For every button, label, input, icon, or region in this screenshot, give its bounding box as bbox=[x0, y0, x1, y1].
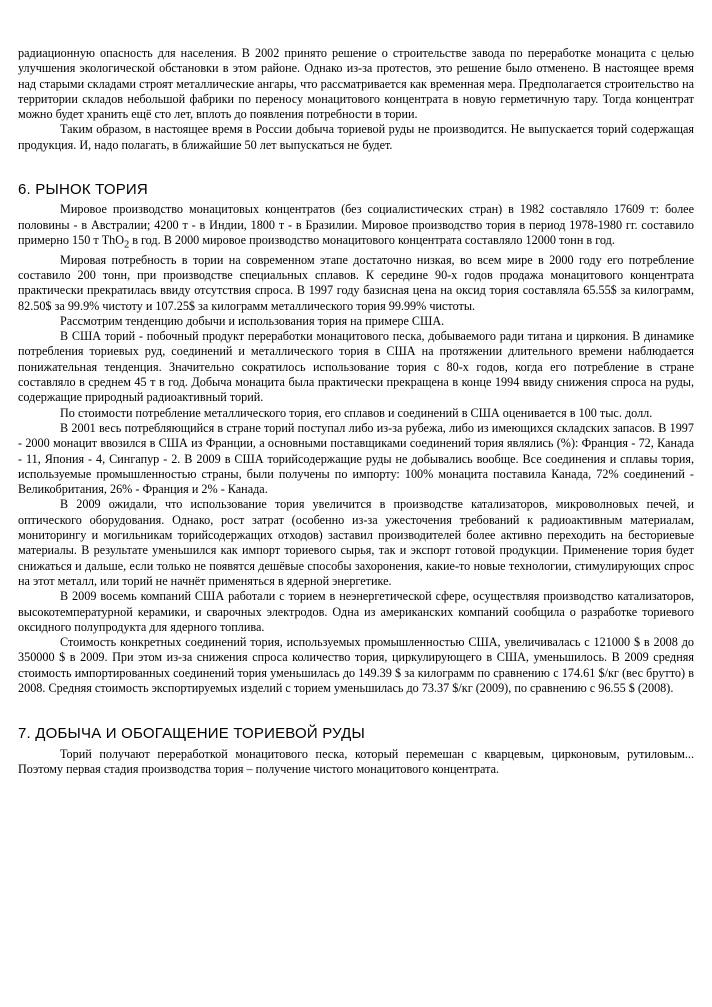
section-6-paragraph-4: В США торий - побочный продукт переработки монацитового песка, добываемого ради титана и циркония. В динамике потребления ториевых руд, соединений и металлического тория в США на протяжении длительного времени наблюдается понижательная тенденция. Значительно сократилось использование тория с 80-х годов, когда его потребление в стране составляло в среднем 45 т в год. Добыча монацита была практически прекращена в конце 1994 ввиду снижения спроса на руды, содержащие природный радиоактивный торий. bbox=[18, 329, 694, 405]
intro-paragraph-1: радиационную опасность для населения. В 2002 принято решение о строительстве завода по переработке монацита с целью улучшения экологической обстановки в этом районе. Однако из-за протестов, это решение было отменено. В настоящее время над старыми складами строят металлические ангары, что рассматривается как временная мера. Предполагается строительство на территории складов небольшой фабрики по переносу монацитового концентрата в новую герметичную тару. Тогда концентрат можно будет хранить ещё сто лет, вплоть до появления потребности в тории. bbox=[18, 46, 694, 122]
intro-paragraph-2: Таким образом, в настоящее время в России добыча ториевой руды не производится. Не выпускается торий содержащая продукция. И, надо полагать, в ближайшие 50 лет выпускаться не будет. bbox=[18, 122, 694, 152]
subscript: 2 bbox=[124, 239, 130, 251]
section-6-paragraph-5: По стоимости потребление металлического тория, его сплавов и соединений в США оценивается в 100 тыс. долл. bbox=[60, 405, 653, 420]
paragraph-text: в год. В 2000 мировое производство монацитового концентрата составляло 12000 тонн в год. bbox=[129, 232, 615, 247]
section-6-paragraph-2: Мировая потребность в тории на современном этапе достаточно низкая, во всем мире в 2000 году его потребление составило 200 тонн, при производстве специальных сплавов. К середине 90-х годов продажа монацитового концентрата практически прекратилась ввиду отсутствия спроса. В 1997 году базисная цена на оксид тория составляла 65.55$ за килограмм, 82.50$ за 99.9% чистоту и 107.25$ за килограмм металлического тория 99.99% чистоты. bbox=[18, 252, 694, 313]
section-6-paragraph-1 bbox=[18, 202, 694, 252]
section-6-heading: 6. РЫНОК ТОРИЯ bbox=[18, 181, 148, 199]
paragraph-text: Мировое производство монацитовых концентратов (без социалистических стран) в 1982 составляло 17609 т: более половины - в Австралии; 4200 т - в Индии, 1800 т - в Бразилии. Мировое производство тория в период 1978-1980 гг. составило примерно 150 т ThO bbox=[18, 202, 694, 247]
section-6-paragraph-7: В 2009 ожидали, что использование тория увеличится в производстве катализаторов, микроволновых печей, и оптического оборудования. Однако, рост затрат (особенно из-за ужесточения требований к радиоактивным материалам, мониторингу и могильникам торийсодержащих отходов) заставил производителей более активно переходить на бесториевые материалы. В результате уменьшился как импорт ториевого сырья, так и экспорт готовой продукции. Применение тория будет снижаться и дальше, если только не появятся дешёвые способы захоронения, какие-то новые технологии, стимулирующих спрос на этот металл, или торий не начнёт применяться в ядерной энергетике. bbox=[18, 497, 694, 588]
section-6-paragraph-6: В 2001 весь потребляющийся в стране торий поступал либо из-за рубежа, либо из имеющихся складских запасов. В 1997 - 2000 монацит ввозился в США из Франции, а основными поставщиками соединений тория являлись (%): Франция - 72, Канада - 11, Япония - 4, Сингапур - 2. В 2009 в США торийсодержащие руды не добывались вообще. Все соединения и сплавы тория, используемые промышленностью страны, были получены по импорту: 100% монацита поставила Канада, 72% соединений - Великобритания, 26% - Франция и 2% - Канада. bbox=[18, 420, 694, 497]
section-6-paragraph-9: Стоимость конкретных соединений тория, используемых промышленностью США, увеличивалась с 121000 $ в 2008 до 350000 $ в 2009. При этом из-за снижения спроса количество тория, циркулирующего в США, уменьшилось. В 2009 средняя стоимость импортированных соединений тория уменьшилась до 149.39 $ за килограмм по сравнению с 174.61 $/кг (вес брутто) в 2008. Средняя стоимость экспортируемых изделий с торием уменьшилась до 73.37 $/кг (2009), по сравнению с 96.55 $ (2008). bbox=[18, 635, 694, 696]
section-7-heading: 7. ДОБЫЧА И ОБОГАЩЕНИЕ ТОРИЕВОЙ РУДЫ bbox=[18, 725, 365, 743]
document-page bbox=[18, 46, 694, 777]
section-6-paragraph-8: В 2009 восемь компаний США работали с торием в неэнергетической сфере, осуществляя производство катализаторов, высокотемпературной керамики, и сварочных электродов. Одна из американских компаний сообщила о разработке ториевого оксидного полупродукта для ядерного топлива. bbox=[18, 589, 694, 634]
section-6-paragraph-3: Рассмотрим тенденцию добычи и использования тория на примере США. bbox=[60, 313, 445, 328]
section-7-paragraph-1: Торий получают переработкой монацитового песка, который перемешан с кварцевым, цирконовым, рутиловым... Поэтому первая стадия производства тория – получение чистого монацитового концентрата. bbox=[18, 746, 694, 776]
